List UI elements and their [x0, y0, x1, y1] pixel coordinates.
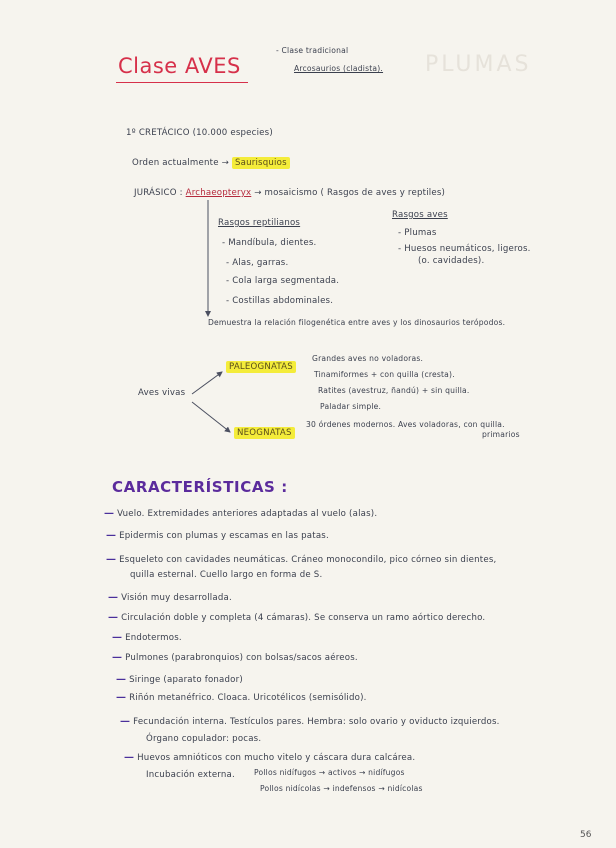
characteristic-item: — Fecundación interna. Testículos pares. Hembra: solo ovario y oviducto izquierdos.	[120, 716, 500, 727]
bird-trait: (o. cavidades).	[418, 256, 485, 266]
characteristic-item: — Endotermos.	[112, 632, 182, 643]
highlight-saurisquios: Saurisquios	[232, 157, 290, 169]
origin-line-3: JURÁSICO : Archaeopteryx → mosaicismo ( Rasgos de aves y reptiles)	[134, 188, 446, 198]
page-number: 56	[580, 830, 592, 840]
paleognatas-detail: Tinamiformes + con quilla (cresta).	[314, 370, 455, 379]
chick-type-1: Pollos nidífugos → activos → nidífugos	[254, 768, 405, 777]
branch-arrow-up	[192, 372, 222, 394]
reptile-trait: - Mandíbula, dientes.	[222, 238, 317, 248]
group-neognatas: NEOGNATAS	[234, 428, 295, 438]
bird-trait: - Plumas	[398, 228, 437, 238]
characteristic-item: — Siringe (aparato fonador)	[116, 674, 243, 685]
neognatas-detail-2: primarios	[482, 430, 520, 439]
reptile-traits-heading: Rasgos reptilianos	[218, 218, 301, 228]
bleed-through-text: PLUMAS	[425, 52, 532, 77]
characteristics-heading: CARACTERÍSTICAS :	[112, 478, 288, 496]
reptile-trait: - Alas, garras.	[226, 258, 289, 268]
paleognatas-detail: Paladar simple.	[320, 402, 382, 411]
neognatas-detail: 30 órdenes modernos. Aves voladoras, con quilla.	[306, 420, 505, 429]
page-title: Clase AVES	[118, 54, 241, 78]
chick-type-2: Pollos nidícolas → indefensos → nidícolas	[260, 784, 423, 793]
characteristic-item: — Esqueleto con cavidades neumáticas. Cráneo monocondilo, pico córneo sin dientes,	[106, 554, 497, 565]
characteristic-item-continued: Incubación externa.	[146, 770, 235, 780]
characteristic-item: — Vuelo. Extremidades anteriores adaptadas al vuelo (alas).	[104, 508, 378, 519]
header-note-1: - Clase tradicional	[276, 46, 349, 55]
characteristic-item-continued: Órgano copulador: pocas.	[146, 734, 262, 744]
branch-arrow-down	[192, 402, 230, 432]
origin-line-1: 1º CRETÁCICO (10.000 especies)	[126, 128, 273, 138]
reptile-trait: - Costillas abdominales.	[226, 296, 334, 306]
phylogeny-conclusion: Demuestra la relación filogenética entre aves y los dinosaurios terópodos.	[208, 318, 506, 327]
characteristic-item: — Circulación doble y completa (4 cámaras). Se conserva un ramo aórtico derecho.	[108, 612, 486, 623]
characteristic-item: — Huevos amnióticos con mucho vitelo y cáscara dura calcárea.	[124, 752, 416, 763]
origin-line-2: Orden actualmente → Saurisquios	[132, 158, 290, 168]
characteristic-item-continued: quilla esternal. Cuello largo en forma de S.	[130, 570, 323, 580]
characteristic-item: — Visión muy desarrollada.	[108, 592, 232, 603]
header-note-2: Arcosaurios (cladista).	[294, 64, 384, 73]
characteristic-item: — Epidermis con plumas y escamas en las patas.	[106, 530, 329, 541]
group-paleognatas: PALEOGNATAS	[226, 362, 296, 372]
characteristic-item: — Riñón metanéfrico. Cloaca. Uricotélicos (semisólido).	[116, 692, 367, 703]
characteristic-item: — Pulmones (parabronquios) con bolsas/sacos aéreos.	[112, 652, 358, 663]
bird-trait: - Huesos neumáticos, ligeros.	[398, 244, 531, 254]
bird-traits-heading: Rasgos aves	[392, 210, 448, 220]
reptile-trait: - Cola larga segmentada.	[226, 276, 340, 286]
paleognatas-detail: Grandes aves no voladoras.	[312, 354, 424, 363]
paleognatas-detail: Ratites (avestruz, ñandú) + sin quilla.	[318, 386, 470, 395]
living-birds-label: Aves vivas	[138, 388, 186, 398]
